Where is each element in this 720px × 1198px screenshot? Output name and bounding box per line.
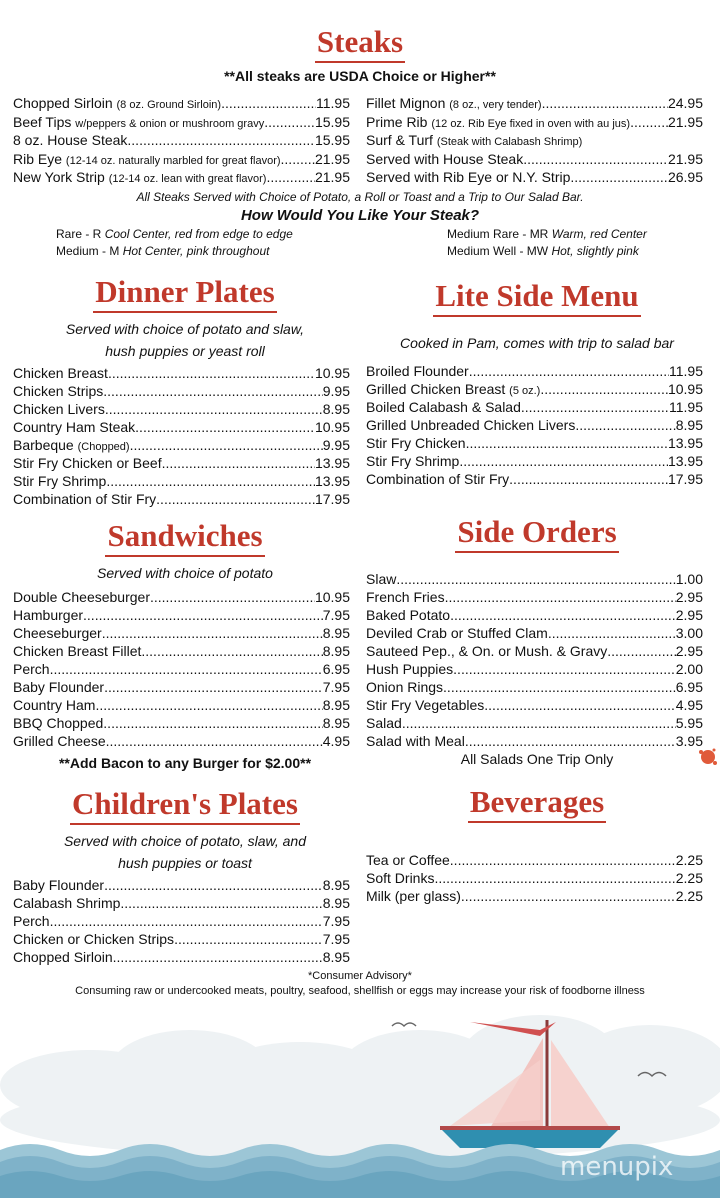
salad-note: All Salads One Trip Only [460,751,614,767]
menu-item-price: 6.95 [322,661,350,677]
dot-leader [484,696,675,714]
menu-item-row [13,382,350,400]
menu-item-price: 13.95 [314,473,350,489]
menu-item-row [366,113,703,133]
dot-leader [575,416,675,434]
menu-item-price: 10.95 [314,589,350,605]
splash-icon [697,746,719,768]
menu-item-name: Baked Potato [366,607,451,623]
lite-subtitle: Cooked in Pam, comes with trip to salad bar [400,335,674,351]
menu-item-row [366,168,703,186]
dot-leader [266,168,314,186]
menu-item-name: Tea or Coffee [366,852,450,868]
menu-item-name: Soft Drinks [366,870,435,886]
menu-item-note: w/peppers & onion or mushroom gravy [75,117,265,130]
dot-leader [102,624,323,642]
menu-item-price: 13.95 [667,453,703,469]
dot-leader [95,696,322,714]
dot-leader [106,732,323,750]
menu-item-price: 5.95 [675,715,703,731]
menu-item-price: 2.95 [675,643,703,659]
dot-leader [108,364,315,382]
menu-item-note: (Chopped) [77,441,130,453]
dot-leader [50,912,323,930]
menu-item-name: Chicken Livers [13,401,105,417]
children-subtitle: Served with choice of potato, slaw, and hush puppies or toast [63,833,307,871]
menu-item-note: (12-14 oz. lean with great flavor) [108,173,267,185]
menu-item-price: 21.95 [314,169,350,185]
menu-item-row [13,732,350,750]
menu-item-row [13,150,350,170]
menu-item-price: 8.95 [322,715,350,731]
dot-leader [135,418,315,436]
menu-item-price: 8.95 [322,895,350,911]
dot-leader [103,382,322,400]
menu-item-name: Onion Rings [366,679,444,695]
menu-item-name: Served with House Steak [366,150,524,167]
menu-item-row [366,416,703,434]
menu-item-row [13,588,350,606]
menu-item-name: Stir Fry Shrimp [13,473,107,489]
menu-item-row [13,876,350,894]
sides-title: Side Orders [362,514,712,550]
dot-leader [461,887,676,905]
menu-item-name: Fillet Mignon (8 oz., very tender) [366,95,542,111]
menu-item-name: Chicken Breast [13,365,108,381]
menu-item-price: 21.95 [314,150,350,167]
menu-item-name: Chicken Strips [13,383,104,399]
menu-item-price: 15.95 [314,113,350,130]
menu-item-name: Chopped Sirloin [13,949,113,965]
menu-item-name: Chicken or Chicken Strips [13,931,175,947]
menu-item-name: Prime Rib (12 oz. Rib Eye fixed in oven with au jus) [366,113,631,130]
menu-item-note: (8 oz. Ground Sirloin) [116,99,222,111]
menu-item-name: Beef Tips w/peppers & onion or mushroom gravy [13,113,265,130]
menu-item-row [13,660,350,678]
menu-item-price: 8.95 [322,697,350,713]
menu-item-row [366,452,703,470]
dot-leader [83,606,323,624]
dot-leader [105,400,323,418]
dot-leader [113,948,323,966]
menu-item-name: Grilled Chicken Breast (5 oz.) [366,381,541,397]
menu-item-name: Sauteed Pep., & On. or Mush. & Gravy [366,643,608,659]
menu-item-price: 4.95 [675,697,703,713]
doneness-medium-well: Medium Well - MW Hot, slightly pink [447,244,639,258]
dot-leader [509,470,668,488]
dot-leader [396,570,675,588]
dot-leader [104,678,323,696]
steaks-served-note: All Steaks Served with Choice of Potato, a Roll or Toast and a Trip to Our Salad Bar. [136,190,584,204]
menu-item-price: 13.95 [314,455,350,471]
menu-item-price: 17.95 [314,491,350,507]
doneness-left [56,226,293,260]
menu-item-row [13,696,350,714]
menu-item-name: Perch [13,913,50,929]
dot-leader [141,642,322,660]
menu-item-price: 2.25 [675,888,703,904]
menu-item-name: Calabash Shrimp [13,895,121,911]
menu-item-row [13,418,350,436]
dot-leader [264,113,315,131]
dot-leader [548,624,676,642]
menu-item-row [366,851,703,869]
dot-leader [281,150,315,168]
dot-leader [104,876,323,894]
menu-item-price: 1.00 [675,571,703,587]
menu-item-name: Chopped Sirloin (8 oz. Ground Sirloin) [13,95,222,111]
dot-leader [443,678,676,696]
doneness-rare: Rare - R Cool Center, red from edge to edge [56,227,293,241]
menu-item-name: New York Strip (12-14 oz. lean with great flavor) [13,169,267,185]
dot-leader [540,380,668,398]
dot-leader [434,869,675,887]
dot-leader [127,131,315,149]
menu-item-row [366,624,703,642]
menu-item-price: 9.95 [322,437,350,453]
steaks-subtitle: **All steaks are USDA Choice or Higher** [224,68,496,84]
menu-item-price: 3.00 [675,625,703,641]
menu-item-price: 6.95 [675,679,703,695]
menu-item-price: 2.95 [675,589,703,605]
menu-item-note: (12-14 oz. naturally marbled for great flavor) [65,154,281,167]
menu-item-price: 7.95 [322,931,350,947]
menu-item-row [13,131,350,149]
menu-item-price: 8.95 [322,401,350,417]
dot-leader [465,732,676,750]
dot-leader [106,472,315,490]
menu-item-name: Salad with Meal [366,733,465,749]
menu-item-row [13,948,350,966]
menu-item-row [13,912,350,930]
menu-item-row [366,869,703,887]
menu-item-name: French Fries [366,589,445,605]
menu-item-price: 9.95 [322,383,350,399]
menu-item-price: 4.95 [322,733,350,749]
doneness-medium-rare: Medium Rare - MR Warm, red Center [447,227,647,241]
dot-leader [570,168,668,186]
menu-item-row [13,714,350,732]
menu-item-name: Country Ham [13,697,96,713]
menu-item-price: 2.95 [675,607,703,623]
bacon-note: **Add Bacon to any Burger for $2.00** [58,755,312,771]
menu-item-price: 15.95 [314,132,350,148]
menu-item-row [13,894,350,912]
menu-item-name: Baby Flounder [13,877,105,893]
menu-item-row [366,131,703,151]
children-title: Children's Plates [10,786,360,822]
menu-item-price: 10.95 [314,419,350,435]
menu-item-row [13,94,350,114]
dot-leader [150,588,315,606]
menu-item-price: 13.95 [667,435,703,451]
menu-item-price: 2.25 [675,870,703,886]
dinner-title: Dinner Plates [10,274,360,310]
sandwiches-subtitle: Served with choice of potato [97,565,273,581]
dot-leader [103,714,322,732]
menu-item-price: 17.95 [667,471,703,487]
menu-item-name: Combination of Stir Fry [366,471,510,487]
menu-item-price: 10.95 [314,365,350,381]
menu-item-price: 11.95 [316,95,350,111]
menu-item-price: 10.95 [667,381,703,397]
menu-item-row [366,150,703,168]
menu-item-row [366,696,703,714]
menu-item-row [366,398,703,416]
menu-item-row [13,168,350,188]
dinner-subtitle: Served with choice of potato and slaw, hush puppies or yeast roll [65,321,305,359]
menu-item-name: Served with Rib Eye or N.Y. Strip [366,169,571,185]
menu-item-price: 11.95 [669,363,703,379]
menu-item-price: 8.95 [322,625,350,641]
menu-item-name: Grilled Unbreaded Chicken Livers [366,417,576,433]
dot-leader [445,588,676,606]
menu-item-price: 21.95 [667,150,703,167]
dot-leader [174,930,323,948]
dot-leader [523,150,668,168]
dot-leader [607,642,676,660]
menu-item-row [13,454,350,472]
watermark: menupix [560,1152,674,1182]
menu-item-name: Chicken Breast Fillet [13,643,142,659]
menu-item-price: 24.95 [667,95,703,111]
sandwiches-title: Sandwiches [10,518,360,554]
menu-item-row [13,472,350,490]
dot-leader [450,851,676,869]
dot-leader [542,94,668,112]
menu-item-price: 8.95 [322,643,350,659]
beverages-title: Beverages [362,784,712,820]
menu-item-row [366,732,703,750]
dot-leader [469,362,669,380]
dot-leader [156,490,315,508]
menu-item-row [13,113,350,133]
menu-item-note: (5 oz.) [509,385,541,397]
menu-item-name: Country Ham Steak [13,419,136,435]
menu-item-name: Salad [366,715,402,731]
doneness-right [447,226,647,260]
menu-item-note: (12 oz. Rib Eye fixed in oven with au jus) [431,117,631,130]
doneness-title: How Would You Like Your Steak? [240,207,480,224]
menu-item-price: 8.95 [675,417,703,433]
bird-icon [392,1023,416,1026]
dot-leader [130,436,323,454]
menu-item-name: Deviled Crab or Stuffed Clam [366,625,548,641]
menu-item-row [366,94,703,114]
menu-item-name: Grilled Cheese [13,733,106,749]
menu-item-price: 11.95 [669,399,703,415]
menu-item-price: 2.25 [675,852,703,868]
menu-item-name: Perch [13,661,50,677]
menu-item-row [13,364,350,382]
dot-leader [453,660,676,678]
menu-item-name: Stir Fry Chicken [366,435,466,451]
doneness-medium: Medium - M Hot Center, pink throughout [56,244,270,258]
menu-item-name: Double Cheeseburger [13,589,150,605]
menu-item-row [13,606,350,624]
menu-item-name: Stir Fry Chicken or Beef [13,455,162,471]
dot-leader [466,434,668,452]
menu-item-name: Surf & Turf (Steak with Calabash Shrimp) [366,132,583,148]
menu-item-row [366,887,703,905]
menu-item-row [13,678,350,696]
menu-item-row [366,470,703,488]
dot-leader [521,398,669,416]
menu-item-name: Boiled Calabash & Salad [366,399,521,415]
menu-item-name: 8 oz. House Steak [13,132,128,148]
dot-leader [162,454,315,472]
menu-item-row [366,570,703,588]
menu-item-row [13,400,350,418]
menu-item-name: Hush Puppies [366,661,454,677]
menu-item-name: Cheeseburger [13,625,102,641]
menu-item-name: Broiled Flounder [366,363,469,379]
menu-item-row [366,380,703,400]
lite-title: Lite Side Menu [362,278,712,314]
menu-item-name: Slaw [366,571,397,587]
menu-item-name: Hamburger [13,607,84,623]
menu-item-row [366,606,703,624]
menu-item-row [366,642,703,660]
menu-item-price: 7.95 [322,679,350,695]
advisory-title: *Consumer Advisory* [308,970,412,982]
menu-item-row [13,624,350,642]
menu-item-row [366,678,703,696]
menu-item-row [13,642,350,660]
dot-leader [630,113,668,131]
menu-item-row [13,490,350,508]
menu-item-row [366,588,703,606]
dot-leader [459,452,668,470]
menu-item-price: 3.95 [675,733,703,749]
advisory-text: Consuming raw or undercooked meats, poultry, seafood, shellfish or eggs may increase your risk of foodborne illness [75,985,645,997]
menu-item-row [13,436,350,456]
menu-item-note: (8 oz., very tender) [449,99,542,111]
steaks-title: Steaks [0,24,720,60]
dot-leader [450,606,676,624]
dot-leader [120,894,322,912]
menu-item-row [366,362,703,380]
menu-item-price: 7.95 [322,607,350,623]
menu-item-price: 8.95 [322,877,350,893]
menu-item-name: Stir Fry Vegetables [366,697,485,713]
menu-item-row [13,930,350,948]
menu-item-price: 8.95 [322,949,350,965]
menu-item-name: Baby Flounder [13,679,105,695]
menu-item-row [366,660,703,678]
menu-item-name: Stir Fry Shrimp [366,453,460,469]
menu-item-note: (Steak with Calabash Shrimp) [436,136,583,148]
dot-leader [50,660,323,678]
dot-leader [221,94,316,112]
menu-item-name: Milk (per glass) [366,888,461,904]
menu-item-row [366,434,703,452]
menu-item-name: Combination of Stir Fry [13,491,157,507]
menu-item-name: BBQ Chopped [13,715,104,731]
menu-item-price: 26.95 [667,169,703,185]
menu-item-price: 21.95 [667,113,703,130]
menu-item-name: Rib Eye (12-14 oz. naturally marbled for great flavor) [13,150,281,167]
menu-item-price: 2.00 [675,661,703,677]
menu-item-price: 7.95 [322,913,350,929]
dot-leader [402,714,676,732]
menu-item-name: Barbeque (Chopped) [13,437,130,453]
menu-item-row [366,714,703,732]
